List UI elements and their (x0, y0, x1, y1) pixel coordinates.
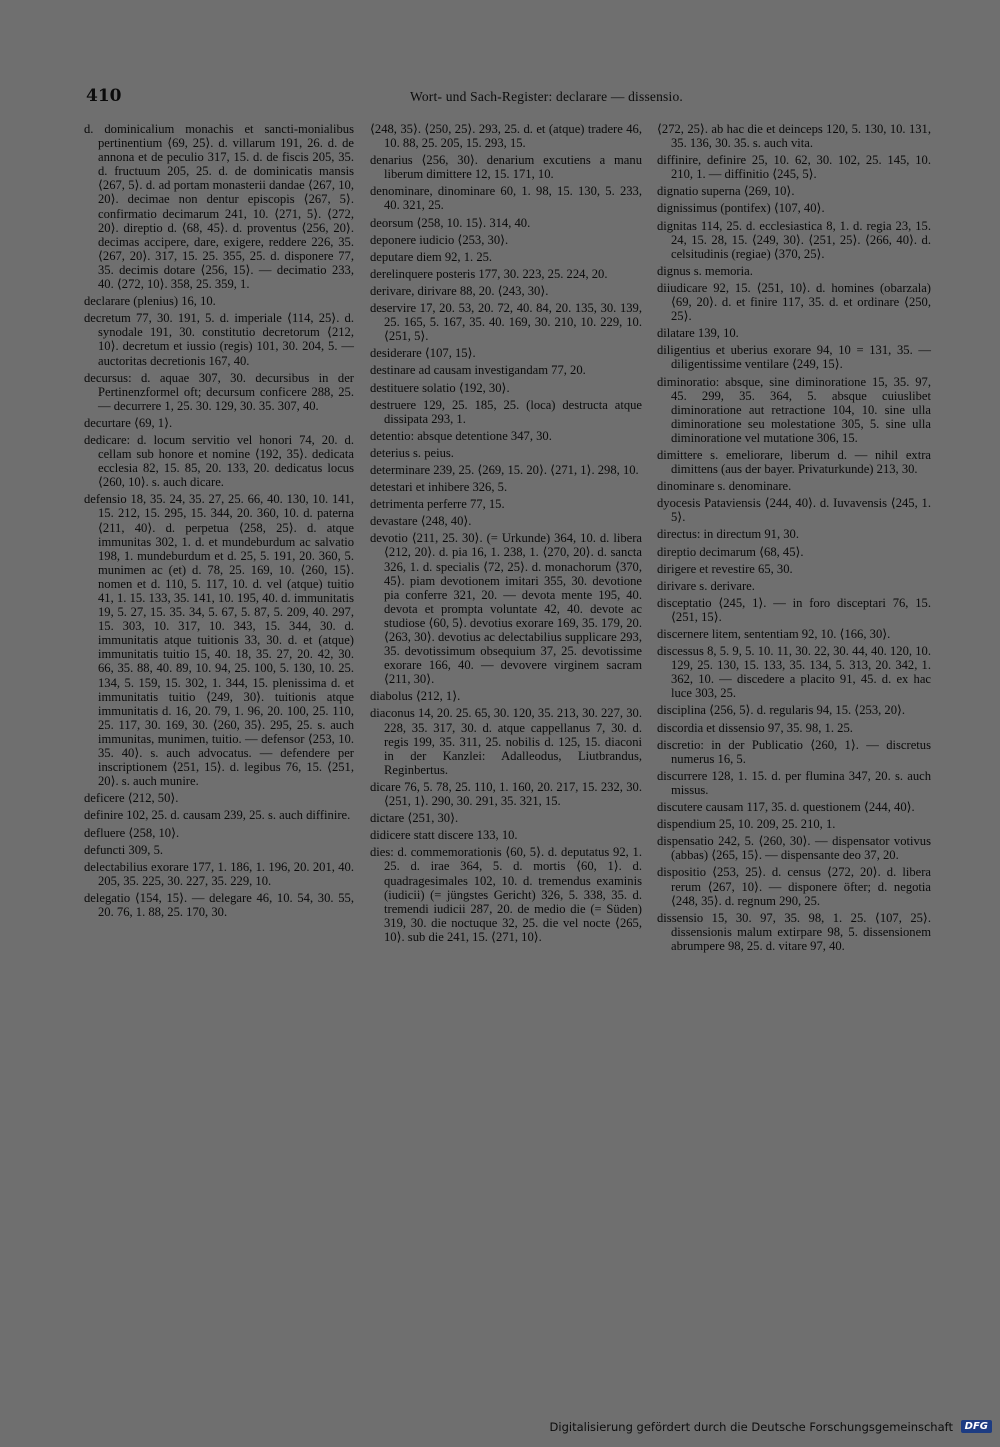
index-entry: defensio 18, 35. 24, 35. 27, 25. 66, 40. 130, 10. 141, 15. 212, 15. 295, 15. 344, 20. 360, 10. d. paterna ⟨211, 40⟩. d. perpetua ⟨258, 25⟩. d. atque immunitas 302, 1. d. et mundeburdum ac salvatio 198, 1. mundeburdum et d. 25, 5. 191, 20. 360, 5. munimen ac (et) d. 78, 25. 169, 10. ⟨260, 15⟩. nomen et d. 110, 5. 117, 10. d. vel (atque) tuitio 41, 1. 15. 133, 35. 141, 10. 195, 40. d. immunitatis 19, 5. 27, 15. 35. 34, 5. 67, 5. 87, 5. 209, 40. 297, 15. 303, 10. 317, 10. 343, 15. 344, 30. d. immunitatis atque tuitionis 33, 30. d. et (atque) immunitatis tuitio 15, 40. 18, 35. 27, 20. 42, 30. 66, 35. 88, 40. 89, 10. 94, 25. 100, 5. 130, 10. 25. 134, 5. 159, 15. 302, 1. 344, 15. plenissima d. et immunitatis tuitio ⟨249, 30⟩. tuitionis atque immunitatis d. 16, 20. 79, 1. 96, 20. 100, 25. 110, 25. 117, 30. 169, 30. ⟨260, 35⟩. 295, 25. s. auch immunitas, munimen, tuitio. — defensor ⟨253, 10. 35. 40⟩. s. auch advocatus. — defendere per inscriptionem ⟨251, 15⟩. d. legibus 76, 15. ⟨251, 20⟩. s. auch munire. (84, 492, 354, 789)
index-entry: discurrere 128, 1. 15. d. per flumina 347, 20. s. auch missus. (657, 768, 931, 797)
index-entry: diiudicare 92, 15. ⟨251, 10⟩. d. homines (obarzala) ⟨69, 20⟩. d. et finire 117, 35. d. et ordinare ⟨250, 25⟩. (657, 280, 931, 324)
index-entry: deficere ⟨212, 50⟩. (84, 791, 179, 806)
index-entry: derelinquere posteris 177, 30. 223, 25. 224, 20. (370, 266, 608, 281)
index-entry: discessus 8, 5. 9, 5. 10. 11, 30. 22, 30. 44, 40. 120, 10. 129, 25. 130, 15. 133, 35. 134, 5. 313, 20. 342, 1. 362, 10. — discedere a placito 91, 45. d. ex hac luce 303, 25. (657, 644, 931, 701)
running-title: Wort- und Sach-Register: declarare — dissensio. (410, 89, 683, 104)
index-entry: d. dominicalium monachis et sancti-monialibus pertinentium ⟨69, 25⟩. d. villarum 191, 26. d. de annona et de peculio 317, 15. d. de fiscis 205, 35. d. fructuum 205, 25. d. de dominicatis mansis ⟨267, 5⟩. d. ad portam monasterii dandae ⟨267, 10, 20⟩. decimae non dentur episcopis ⟨267, 5⟩. confirmatio decimarum 241, 10. ⟨271, 5⟩. ⟨272, 20⟩. direptio d. ⟨68, 45⟩. d. proventus ⟨256, 20⟩. decimas accipere, dare, exigere, reddere 226, 35. ⟨267, 20⟩. 317, 15. 25. 355, 25. d. disponere 77, 35. decimis dotare ⟨256, 15⟩. — decimatio 233, 40. ⟨272, 10⟩. 358, 25. 359, 1. (84, 122, 354, 292)
index-entry: diaconus 14, 20. 25. 65, 30. 120, 35. 213, 30. 227, 30. 228, 35. 317, 30. d. atque cappellanus 7, 30. d. regis 199, 35. 311, 25. nobilis d. 125, 15. diaconi in der Kanzlei: Adalleodus, Liutbrandus, Reginbertus. (370, 706, 642, 777)
index-column-1 (84, 122, 354, 922)
index-entry: dicare 76, 5. 78, 25. 110, 1. 160, 20. 217, 15. 232, 30. ⟨251, 1⟩. 290, 30. 291, 35. 321, 15. (370, 779, 642, 809)
footer-credit (540, 1419, 992, 1439)
index-entry: dictare ⟨251, 30⟩. (370, 811, 459, 826)
index-entry: definire 102, 25. d. causam 239, 25. s. auch diffinire. (84, 808, 351, 823)
index-entry: declarare (plenius) 16, 10. (84, 294, 216, 309)
index-entry: discutere causam 117, 35. d. questionem ⟨244, 40⟩. (657, 800, 915, 815)
index-entry: discernere litem, sententiam 92, 10. ⟨166, 30⟩. (657, 627, 891, 641)
index-entry: destruere 129, 25. 185, 25. (loca) destructa atque dissipata 293, 1. (370, 397, 642, 426)
index-entry: dignissimus (pontifex) ⟨107, 40⟩. (657, 201, 825, 216)
index-entry: ⟨272, 25⟩. ab hac die et deinceps 120, 5. 130, 10. 131, 35. 136, 30. 35. s. auch vita. (657, 122, 931, 151)
index-entry: dirivare s. derivare. (657, 578, 755, 593)
index-entry: determinare 239, 25. ⟨269, 15. 20⟩. ⟨271, 1⟩. 298, 10. (370, 462, 639, 477)
index-entry: destinare ad causam investigandam 77, 20. (370, 363, 586, 378)
index-entry: dirigere et revestire 65, 30. (657, 561, 793, 576)
index-entry: dies: d. commemorationis ⟨60, 5⟩. d. deputatus 92, 1. 25. d. irae 364, 5. d. mortis ⟨60, 1⟩. d. quadragesimales 102, 10. d. tremendus examinis (iudicii) (= jüngstes Gericht) 326, 5. 338, 35. d. tremendi iudicii 287, 20. de medio die (= Süden) 319, 30. die noctuque 32, 25. die vel nocte ⟨265, 10⟩. sub die 241, 15. ⟨271, 10⟩. (370, 845, 642, 944)
index-entry: disceptatio ⟨245, 1⟩. — in foro disceptari 76, 15. ⟨251, 15⟩. (657, 595, 931, 624)
index-entry: destituere solatio ⟨192, 30⟩. (370, 380, 510, 395)
index-entry: deorsum ⟨258, 10. 15⟩. 314, 40. (370, 215, 531, 230)
index-entry: diligentius et uberius exorare 94, 10 = 131, 35. — diligentissime ventilare ⟨249, 15⟩. (657, 343, 931, 372)
index-entry: desiderare ⟨107, 15⟩. (370, 346, 476, 361)
index-entry: dimittere s. emeliorare, liberum d. — nihil extra dimittens (aus der bayer. Privaturkunde) 213, 30. (657, 447, 931, 477)
index-entry: diabolus ⟨212, 1⟩. (370, 689, 461, 704)
index-entry: dispensatio 242, 5. ⟨260, 30⟩. — dispensator votivus (abbas) ⟨265, 15⟩. — dispensante deo 37, 20. (657, 834, 931, 863)
index-entry: discordia et dissensio 97, 35. 98, 1. 25. (657, 720, 853, 735)
index-entry: decurtare ⟨69, 1⟩. (84, 415, 173, 430)
page-number: 410 (86, 86, 122, 106)
index-entry: devastare ⟨248, 40⟩. (370, 514, 472, 529)
index-entry: detentio: absque detentione 347, 30. (370, 428, 552, 443)
index-entry: dignus s. memoria. (657, 263, 753, 278)
index-entry: dinominare s. denominare. (657, 479, 792, 494)
index-entry: diminoratio: absque, sine diminoratione 15, 35. 97, 45. 299, 35. 364, 5. absque cuiuslibet diminoratione aut retractione 104, 10. sine ulla diminoratione seu molestatione 305, 5. sine ulla diminoratione vel mutatione 306, 15. (657, 374, 931, 445)
index-entry: dignitas 114, 25. d. ecclesiastica 8, 1. d. regia 23, 15. 24, 15. 28, 15. ⟨249, 30⟩. ⟨251, 25⟩. ⟨266, 40⟩. d. celsitudinis (regiae) ⟨370, 25⟩. (657, 218, 931, 261)
index-entry: didicere statt discere 133, 10. (370, 828, 518, 843)
index-entry: decursus: d. aquae 307, 30. decursibus in der Pertinenzformel oft; decursum conficere 288, 25. — decurrere 1, 25. 30. 129, 30. 35. 307, 40. (84, 370, 354, 413)
index-entry: ⟨248, 35⟩. ⟨250, 25⟩. 293, 25. d. et (atque) tradere 46, 10. 88, 25. 205, 15. 293, 15. (370, 122, 642, 151)
footer-text: Digitalisierung gefördert durch die Deutsche Forschungsgemeinschaft (549, 1419, 953, 1434)
index-entry: devotio ⟨211, 25. 30⟩. (= Urkunde) 364, 10. d. libera ⟨212, 20⟩. d. pia 16, 1. 238, 1. ⟨270, 20⟩. d. sancta 326, 1. d. specialis ⟨72, 25⟩. d. monachorum ⟨370, 45⟩. piam devotionem imitari 355, 30. devotione pia conferre 321, 20. — devota mente 195, 40. devota et prompta voluntate 42, 40. devote ac studiose ⟨60, 5⟩. devotius exorare 169, 35. 179, 20. ⟨263, 30⟩. devotius ac delectabilius supplicare 293, 35. devotissimum obsequium 37, 25. devotissime exorare 166, 40. — devovere virginem sacram ⟨211, 30⟩. (370, 531, 642, 687)
page-header (86, 86, 683, 108)
index-entry: detestari et inhibere 326, 5. (370, 480, 508, 495)
index-entry: dispendium 25, 10. 209, 25. 210, 1. (657, 817, 836, 832)
index-entry: dispositio ⟨253, 25⟩. d. census ⟨272, 20⟩. d. libera rerum ⟨267, 10⟩. — disponere öfter; d. negotia ⟨248, 35⟩. d. regnum 290, 25. (657, 865, 931, 908)
index-entry: defluere ⟨258, 10⟩. (84, 825, 180, 840)
index-entry: directus: in directum 91, 30. (657, 527, 799, 542)
index-entry: defuncti 309, 5. (84, 842, 164, 857)
index-entry: delectabilius exorare 177, 1. 186, 1. 196, 20. 201, 40. 205, 35. 225, 30. 227, 35. 229, 10. (84, 859, 354, 888)
index-entry: diffinire, definire 25, 10. 62, 30. 102, 25. 145, 10. 210, 1. — diffinitio ⟨245, 5⟩. (657, 153, 931, 182)
index-entry: deputare diem 92, 1. 25. (370, 249, 493, 264)
index-entry: detrimenta perferre 77, 15. (370, 497, 505, 512)
dfg-logo-icon: DFG (961, 1420, 992, 1433)
index-entry: deservire 17, 20. 53, 20. 72, 40. 84, 20. 135, 30. 139, 25. 165, 5. 167, 35. 40. 169, 30. 210, 10. 229, 10. ⟨251, 5⟩. (370, 301, 642, 344)
index-entry: decretum 77, 30. 191, 5. d. imperiale ⟨114, 25⟩. d. synodale 191, 30. constitutio decretorum ⟨212, 10⟩. decretum et iussio (regis) 101, 30. 204, 5. — auctoritas decretionis 167, 40. (84, 311, 354, 368)
index-entry: direptio decimarum ⟨68, 45⟩. (657, 544, 804, 559)
index-entry: disciplina ⟨256, 5⟩. d. regularis 94, 15. ⟨253, 20⟩. (657, 703, 906, 718)
index-column-2 (370, 122, 642, 947)
index-entry: discretio: in der Publicatio ⟨260, 1⟩. — discretus numerus 16, 5. (657, 737, 931, 766)
index-entry: deponere iudicio ⟨253, 30⟩. (370, 232, 509, 247)
index-entry: denominare, dinominare 60, 1. 98, 15. 130, 5. 233, 40. 321, 25. (370, 184, 642, 213)
index-entry: dilatare 139, 10. (657, 326, 739, 341)
index-column-3 (657, 122, 931, 956)
index-entry: delegatio ⟨154, 15⟩. — delegare 46, 10. 54, 30. 55, 20. 76, 1. 88, 25. 170, 30. (84, 890, 354, 919)
index-entry: dedicare: d. locum servitio vel honori 74, 20. d. cellam sub honore et nomine ⟨192, 35⟩. dedicata ecclesia 82, 15. 85, 20. 133, 20. dedicatus locus ⟨260, 10⟩. s. auch dicare. (84, 432, 354, 490)
index-entry: dissensio 15, 30. 97, 35. 98, 1. 25. ⟨107, 25⟩. dissensionis malum extirpare 98, 5. dissensionem abrumpere 98, 25. d. vitare 97, 40. (657, 910, 931, 953)
index-entry: dignatio superna ⟨269, 10⟩. (657, 184, 795, 199)
index-entry: derivare, dirivare 88, 20. ⟨243, 30⟩. (370, 283, 549, 298)
index-entry: denarius ⟨256, 30⟩. denarium excutiens a manu liberum dimittere 12, 15. 171, 10. (370, 153, 642, 182)
index-entry: dyocesis Pataviensis ⟨244, 40⟩. d. Iuvavensis ⟨245, 1. 5⟩. (657, 496, 931, 525)
index-entry: deterius s. peius. (370, 445, 454, 460)
